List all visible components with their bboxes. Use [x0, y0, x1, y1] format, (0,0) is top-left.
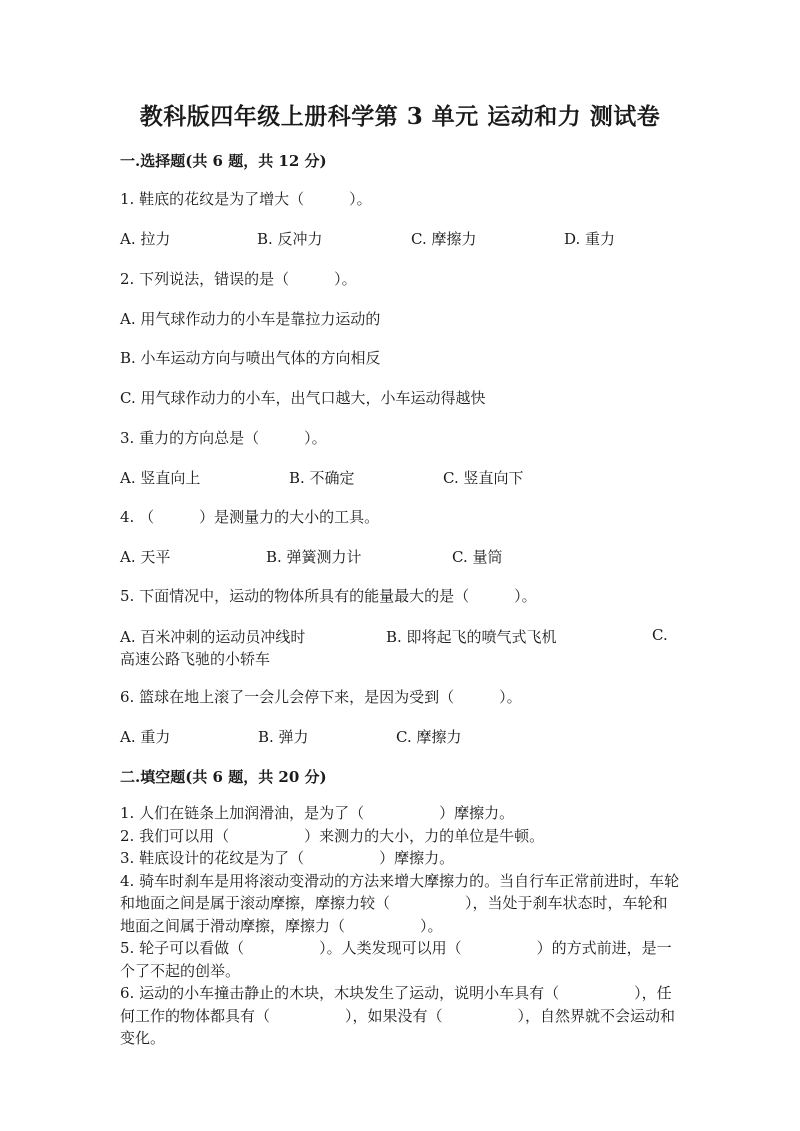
question-stem: 4. （ ）是测量力的大小的工具。	[120, 508, 380, 526]
option-b: B. 弹力	[258, 728, 309, 746]
section-heading-fill: 二.填空题(共 6 题，共 20 分)	[120, 768, 327, 786]
option-c-label: C.	[652, 626, 668, 644]
fill-item: 6. 运动的小车撞击静止的木块，木块发生了运动，说明小车具有（ ），任何工作的物体都具有（ ），如果没有（ ），自然界就不会运动和变化。	[120, 984, 676, 1047]
question-stem: 1. 鞋底的花纹是为了增大（ ）。	[120, 190, 372, 208]
option-d: D. 重力	[564, 230, 616, 248]
fill-item: 2. 我们可以用（ ）来测力的大小，力的单位是牛顿。	[120, 826, 545, 845]
option-a: A. 用气球作动力的小车是靠拉力运动的	[120, 310, 381, 328]
option-c: C. 竖直向下	[443, 469, 524, 487]
fill-item: 1. 人们在链条上加润滑油，是为了（ ）摩擦力。	[120, 804, 515, 822]
page-title: 教科版四年级上册科学第 3 单元 运动和力 测试卷	[139, 103, 661, 130]
option-a: A. 重力	[120, 728, 171, 746]
question-stem: 6. 篮球在地上滚了一会儿会停下来，是因为受到（ ）。	[120, 688, 522, 706]
option-a: A. 天平	[120, 548, 171, 566]
option-a: A. 拉力	[120, 230, 171, 248]
fill-item: 4. 骑车时刹车是用将滚动变滑动的方法来增大摩擦力的。当自行车正常前进时，车轮和地面之间是属于滚动摩擦，摩擦力较（ ），当处于刹车状态时，车轮和地面之间属于滑动摩擦，摩擦力（ ）。	[120, 871, 680, 935]
fill-item: 3. 鞋底设计的花纹是为了（ ）摩擦力。	[120, 849, 455, 867]
option-c: C. 摩擦力	[411, 230, 477, 248]
option-b: B. 即将起飞的喷气式飞机	[386, 628, 557, 646]
option-c: C. 量筒	[452, 548, 503, 566]
option-c: C. 用气球作动力的小车，出气口越大，小车运动得越快	[120, 389, 486, 407]
option-a: A. 竖直向上	[120, 469, 201, 487]
option-b: B. 不确定	[289, 469, 355, 487]
option-b: B. 弹簧测力计	[266, 548, 362, 566]
section-heading-choice: 一.选择题(共 6 题，共 12 分)	[120, 152, 327, 170]
option-b: B. 反冲力	[257, 230, 323, 248]
option-c: C. 摩擦力	[396, 728, 462, 746]
option-b: B. 小车运动方向与喷出气体的方向相反	[120, 349, 381, 367]
question-stem: 5. 下面情况中，运动的物体所具有的能量最大的是（ ）。	[120, 587, 537, 605]
fill-item: 5. 轮子可以看做（ ）。人类发现可以用（ ）的方式前进，是一个了不起的创举。	[120, 939, 672, 980]
option-c-text: 高速公路飞驰的小轿车	[120, 650, 271, 668]
option-a: A. 百米冲刺的运动员冲线时	[120, 628, 306, 646]
question-stem: 3. 重力的方向总是（ ）。	[120, 429, 327, 447]
question-stem: 2. 下列说法，错误的是（ ）。	[120, 270, 357, 288]
fill-in-list	[120, 802, 682, 1050]
